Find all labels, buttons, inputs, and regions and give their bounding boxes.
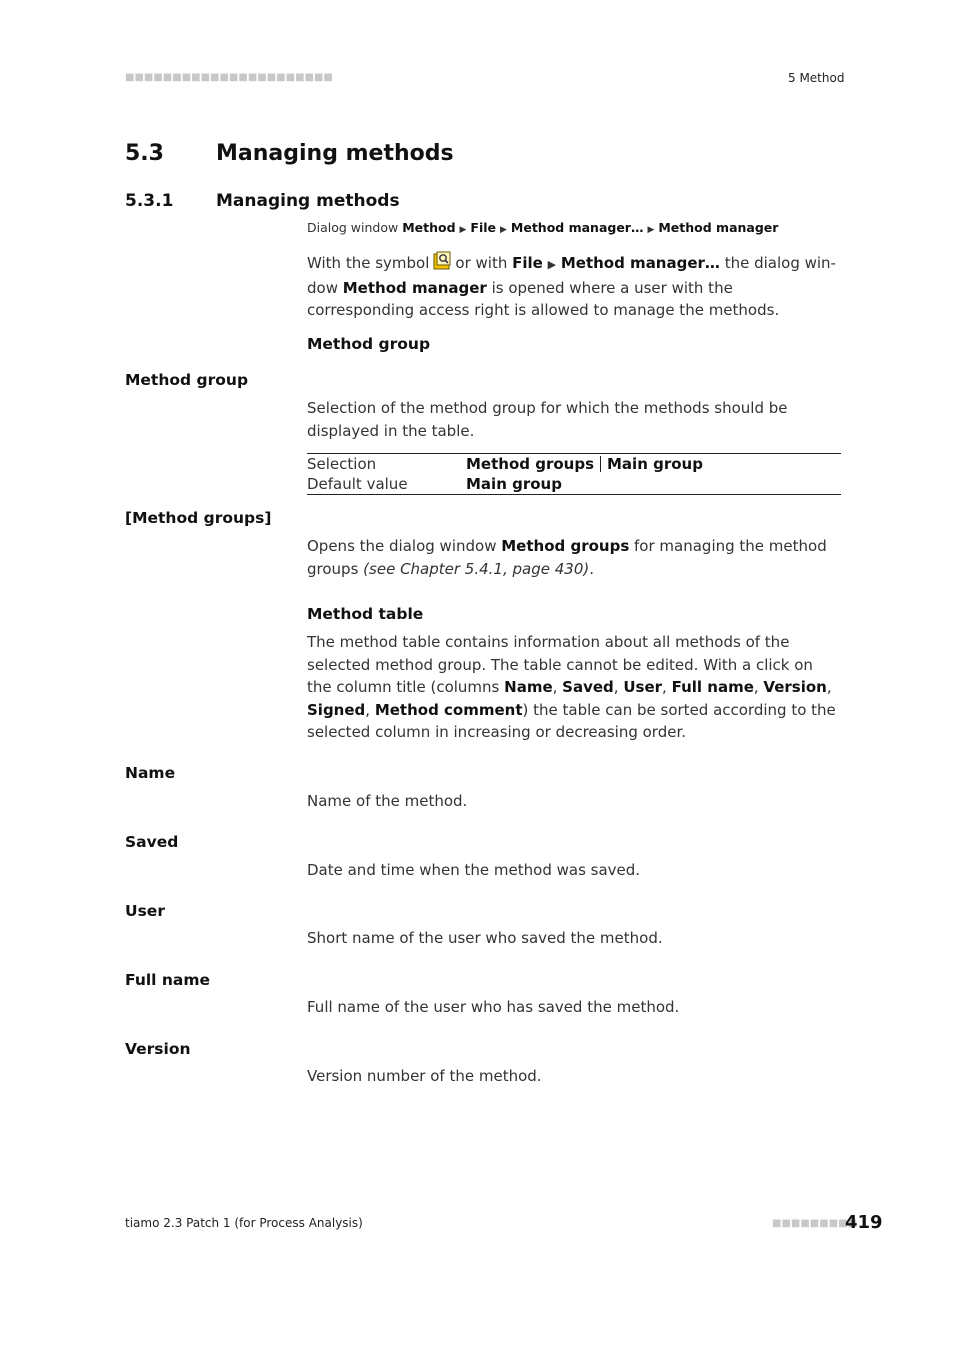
- nav-arrow-icon: ▶: [647, 225, 655, 235]
- column-term-full-name: Full name: [125, 971, 211, 989]
- column-name: Method comment: [374, 700, 523, 719]
- method-group-term: Method group: [125, 371, 249, 389]
- nav-step-method: Method: [402, 220, 456, 235]
- default-value: Main group: [466, 474, 841, 495]
- arrow-icon: ▶: [547, 258, 557, 271]
- selection-values: [466, 454, 841, 475]
- desc-text: for managing the method groups: [307, 537, 827, 578]
- column-desc-user: Short name of the user who saved the method.: [307, 929, 663, 947]
- footer-product: tiamo 2.3 Patch 1 (for Process Analysis): [125, 1216, 363, 1230]
- column-desc-name: Name of the method.: [307, 792, 468, 810]
- column-term-saved: Saved: [125, 833, 179, 851]
- column-desc-full-name: Full name of the user who has saved the method.: [307, 998, 680, 1016]
- method-manager-icon: [432, 251, 452, 271]
- nav-step-method-manager: Method manager: [658, 220, 779, 235]
- column-term-user: User: [125, 902, 165, 920]
- desc-text: ) the table can be sorted according to the selected column in increasing or decreasing order.: [307, 700, 836, 741]
- chapter-reference-link[interactable]: (see Chapter 5.4.1, page 430): [363, 559, 590, 578]
- method-group-description: Selection of the method group for which the methods should be displayed in the table.: [307, 399, 788, 440]
- intro-method-manager: Method manager: [342, 278, 487, 297]
- nav-step-method-manager-menu: Method manager…: [510, 220, 644, 235]
- column-name: Signed: [307, 700, 366, 719]
- column-name: Saved: [562, 678, 614, 696]
- intro-text: or with: [455, 254, 508, 272]
- nav-arrow-icon: ▶: [459, 225, 467, 235]
- column-name: User: [623, 678, 663, 696]
- default-label: Default value: [307, 474, 466, 495]
- intro-paragraph: [307, 251, 841, 322]
- method-groups-button-term: [Method groups]: [125, 509, 272, 527]
- desc-text: Opens the dialog window: [307, 537, 497, 555]
- column-term-version: Version: [125, 1040, 191, 1058]
- column-name: Full name: [671, 678, 754, 696]
- selection-value: Method groups: [466, 455, 594, 473]
- intro-text: With the symbol: [307, 254, 430, 272]
- selection-label: Selection: [307, 454, 466, 475]
- nav-prefix: Dialog window: [307, 220, 399, 235]
- method-group-heading: Method group: [307, 335, 431, 353]
- column-desc-saved: Date and time when the method was saved.: [307, 861, 641, 879]
- method-table-heading: Method table: [307, 605, 424, 623]
- method-group-parameter-table: [307, 453, 841, 495]
- subsection-title: Managing methods: [216, 191, 400, 211]
- column-name: Version: [763, 678, 827, 696]
- section-title: Managing methods: [216, 141, 454, 166]
- method-groups-bold: Method groups: [501, 537, 630, 555]
- nav-arrow-icon: ▶: [500, 225, 507, 235]
- subsection-number: 5.3.1: [125, 191, 174, 211]
- intro-file: File: [512, 254, 543, 272]
- nav-step-file: File: [470, 220, 497, 235]
- page-number: 419: [845, 1212, 883, 1233]
- header-decoration: ■■■■■■■■■■■■■■■■■■■■■■: [125, 72, 333, 83]
- selection-value: Main group: [607, 455, 703, 473]
- column-desc-version: Version number of the method.: [307, 1067, 542, 1085]
- navigation-path: [307, 220, 778, 235]
- intro-text: is opened where a user with the corresponding access right is allowed to manage the methods.: [307, 278, 780, 319]
- column-term-name: Name: [125, 764, 176, 782]
- intro-method-manager-menu: Method manager…: [560, 254, 720, 272]
- method-groups-description: [307, 535, 841, 580]
- footer-decoration: ■■■■■■■■■: [772, 1218, 858, 1229]
- separator: [600, 456, 601, 472]
- header-chapter: 5 Method: [788, 71, 845, 85]
- method-table-paragraph: The method table contains information about all methods of the selected method group. The table cannot be edited. With a click on the column title (columns Name, Saved, User, Full name, Version, Signed, Method comment) the table can be sorted according to the selected column in increasing or decreasing order.: [307, 633, 836, 741]
- section-number: 5.3: [125, 141, 164, 166]
- column-name: Name: [504, 678, 553, 696]
- intro-text: the dialog win-dow: [307, 254, 836, 297]
- desc-text: The method table contains information about all methods of the selected method group. The table cannot be edited. With a click on the column title (columns: [307, 633, 813, 696]
- desc-text: .: [589, 559, 595, 578]
